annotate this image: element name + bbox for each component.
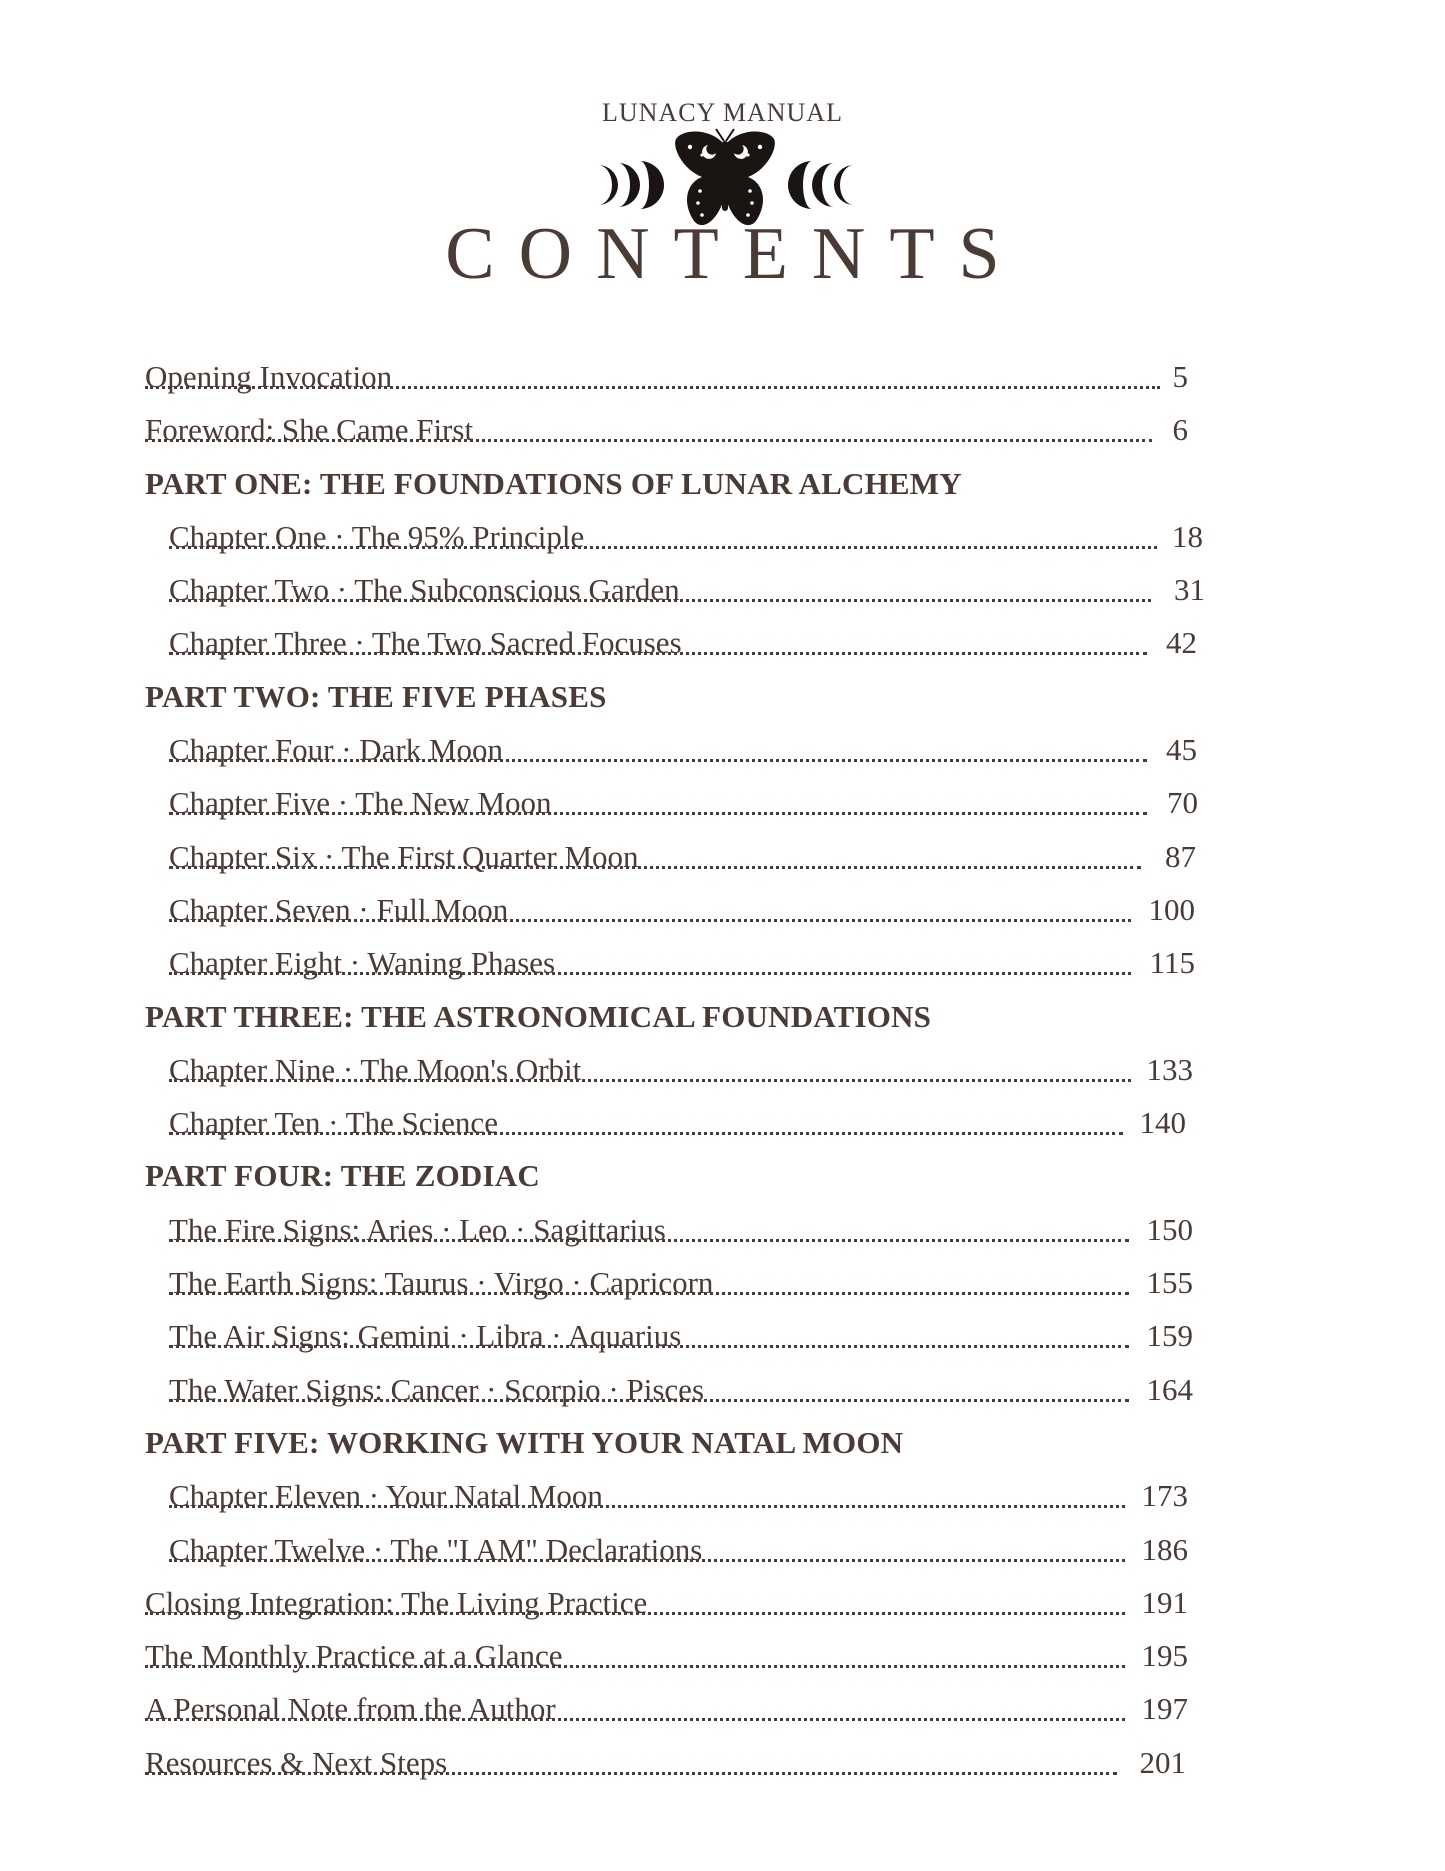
dot-leader (169, 1309, 1129, 1362)
part-heading (0, 457, 1445, 510)
part-title: PART ONE: THE FOUNDATIONS OF LUNAR ALCHEMY (145, 457, 970, 510)
entry-title: The Water Signs: Cancer · Scorpio · Pisces (169, 1363, 712, 1416)
toc-entry[interactable] (0, 563, 1445, 616)
entry-title: Chapter Eight · Waning Phases (169, 936, 563, 989)
toc-entry[interactable] (0, 510, 1445, 563)
page-number: 195 (1141, 1638, 1188, 1674)
toc-entry[interactable] (0, 403, 1445, 456)
entry-title: Chapter One · The 95% Principle (169, 510, 592, 563)
page-number: 133 (1146, 1051, 1193, 1087)
book-kicker: LUNACY MANUAL (602, 98, 843, 127)
dot-leader (169, 830, 1141, 883)
dot-leader (169, 723, 1147, 776)
page-number: 173 (1141, 1478, 1188, 1514)
part-heading (0, 990, 1445, 1043)
part-heading (0, 1149, 1445, 1202)
toc-entry[interactable] (0, 936, 1445, 989)
toc-entry[interactable] (0, 1576, 1445, 1629)
part-title: PART FOUR: THE ZODIAC (145, 1149, 548, 1202)
dot-leader (169, 776, 1147, 829)
dot-leader (169, 510, 1157, 563)
dot-leader (169, 1096, 1123, 1149)
page-number: 100 (1148, 891, 1195, 927)
entry-title: Chapter Six · The First Quarter Moon (169, 830, 647, 883)
toc-entry[interactable] (0, 776, 1445, 829)
page-number: 31 (1174, 572, 1205, 608)
page-number: 186 (1141, 1531, 1188, 1567)
page-number: 45 (1166, 732, 1197, 768)
toc-entry[interactable] (0, 830, 1445, 883)
page-number: 155 (1146, 1265, 1193, 1301)
entry-title: The Monthly Practice at a Glance (145, 1629, 570, 1682)
part-title: PART TWO: THE FIVE PHASES (145, 670, 615, 723)
toc-entry[interactable] (0, 1256, 1445, 1309)
entry-title: A Personal Note from the Author (145, 1682, 564, 1735)
page-header (0, 0, 1445, 300)
dot-leader (145, 1736, 1117, 1789)
page-number: 191 (1141, 1584, 1188, 1620)
toc-entry[interactable] (0, 1682, 1445, 1735)
dot-leader (169, 563, 1151, 616)
page-number: 164 (1146, 1371, 1193, 1407)
dot-leader (145, 1682, 1125, 1735)
toc-entry[interactable] (0, 616, 1445, 669)
page-number: 87 (1165, 838, 1196, 874)
butterfly-icon (675, 129, 775, 225)
toc-entry[interactable] (0, 1736, 1445, 1789)
entry-title: Foreword: She Came First (145, 403, 481, 456)
entry-title: Chapter Seven · Full Moon (169, 883, 516, 936)
page-number: 150 (1146, 1211, 1193, 1247)
page-number: 5 (1172, 359, 1188, 394)
dot-leader (145, 1629, 1125, 1682)
page-number: 115 (1149, 945, 1195, 981)
toc-entry[interactable] (0, 1469, 1445, 1522)
dot-leader (169, 1043, 1131, 1096)
entry-title: Chapter Eleven · Your Natal Moon (169, 1469, 611, 1522)
right-moon-phases-icon (788, 161, 854, 209)
toc-entry[interactable] (0, 1096, 1445, 1149)
dot-leader (169, 1469, 1125, 1522)
part-title: PART FIVE: WORKING WITH YOUR NATAL MOON (145, 1416, 911, 1469)
dot-leader (169, 616, 1147, 669)
entry-title: Chapter Two · The Subconscious Garden (169, 563, 688, 616)
page-number: 159 (1146, 1318, 1193, 1354)
toc-entry[interactable] (0, 883, 1445, 936)
entry-title: Chapter Three · The Two Sacred Focuses (169, 616, 690, 669)
dot-leader (169, 936, 1131, 989)
toc-entry[interactable] (0, 1309, 1445, 1362)
entry-title: Chapter Nine · The Moon's Orbit (169, 1043, 589, 1096)
toc-entry[interactable] (0, 1203, 1445, 1256)
page-number: 201 (1139, 1744, 1186, 1780)
table-of-contents (0, 350, 1445, 1789)
page-number: 6 (1172, 412, 1188, 448)
dot-leader (145, 1576, 1125, 1629)
contents-heading: CONTENTS (445, 213, 1024, 295)
toc-entry[interactable] (0, 1043, 1445, 1096)
dot-leader (169, 1523, 1125, 1576)
part-title: PART THREE: THE ASTRONOMICAL FOUNDATIONS (145, 990, 939, 1043)
left-moon-phases-icon (598, 161, 664, 209)
entry-title: Chapter Five · The New Moon (169, 776, 560, 829)
dot-leader (145, 403, 1152, 456)
dot-leader (145, 350, 1160, 403)
part-heading (0, 670, 1445, 723)
page-number: 42 (1166, 625, 1197, 661)
entry-title: Chapter Ten · The Science (169, 1096, 506, 1149)
entry-title: The Air Signs: Gemini · Libra · Aquarius (169, 1309, 689, 1362)
toc-entry[interactable] (0, 350, 1445, 403)
dot-leader (169, 883, 1131, 936)
toc-entry[interactable] (0, 1523, 1445, 1576)
page-number: 70 (1167, 785, 1198, 821)
entry-title: The Fire Signs: Aries · Leo · Sagittarius (169, 1203, 674, 1256)
dot-leader (169, 1256, 1129, 1309)
toc-entry[interactable] (0, 1629, 1445, 1682)
page-number: 140 (1139, 1105, 1186, 1141)
dot-leader (169, 1363, 1129, 1416)
toc-entry[interactable] (0, 1363, 1445, 1416)
dot-leader (169, 1203, 1129, 1256)
entry-title: The Earth Signs: Taurus · Virgo · Capricorn (169, 1256, 721, 1309)
entry-title: Resources & Next Steps (145, 1736, 455, 1789)
part-heading (0, 1416, 1445, 1469)
page-number: 18 (1172, 518, 1203, 554)
entry-title: Opening Invocation (145, 350, 400, 403)
entry-title: Chapter Four · Dark Moon (169, 723, 511, 776)
entry-title: Closing Integration: The Living Practice (145, 1576, 655, 1629)
page-number: 197 (1141, 1691, 1188, 1727)
entry-title: Chapter Twelve · The "I AM" Declarations (169, 1523, 710, 1576)
toc-entry[interactable] (0, 723, 1445, 776)
